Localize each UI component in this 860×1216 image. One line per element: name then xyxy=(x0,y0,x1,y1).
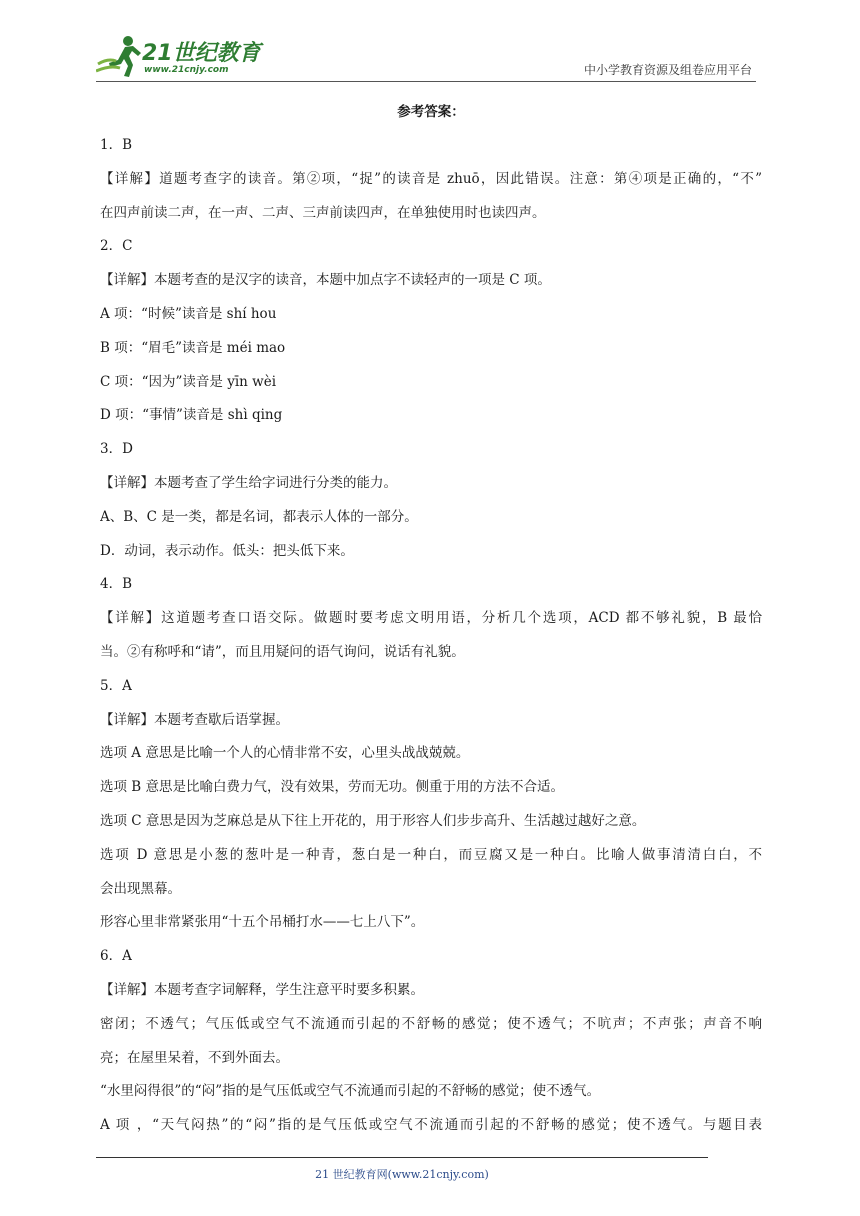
text-line: 选项 B 意思是比喻白费力气，没有效果，劳而无功。侧重于用的方法不合适。 xyxy=(100,779,565,796)
text-line: 选项 C 意思是因为芝麻总是从下往上开花的，用于形容人们步步高升、生活越过越好之意。 xyxy=(100,812,646,829)
text-line: 【详解】本题考查歇后语掌握。 xyxy=(100,711,289,728)
text-line: “水里闷得很”的“闷”指的是气压低或空气不流通而引起的不舒畅的感觉；使不透气。 xyxy=(100,1083,601,1100)
text-line: 【详解】本题考查字词解释，学生注意平时要多积累。 xyxy=(100,981,424,998)
text-line: 3．D xyxy=(100,441,133,458)
text-line: 5．A xyxy=(100,677,132,694)
text-line: 在四声前读二声，在一声、二声、三声前读四声，在单独使用时也读四声。 xyxy=(100,204,546,221)
text-line: 选项 D 意思是小葱的葱叶是一种青，葱白是一种白，而豆腐又是一种白。比喻人做事清清白白，不 xyxy=(100,846,762,863)
text-line: 会出现黑幕。 xyxy=(100,880,181,897)
text-line: 【详解】道题考查字的读音。第②项，“捉”的读音是 zhuō，因此错误。注意：第④项是正确的，“不” xyxy=(100,170,762,187)
text-line: 【详解】本题考查了学生给字词进行分类的能力。 xyxy=(100,474,397,491)
logo-text: 21世纪教育 xyxy=(142,41,261,66)
text-line: A 项 ，“天气闷热”的“闷”指的是气压低或空气不流通而引起的不舒畅的感觉；使不透气。与题目表 xyxy=(100,1117,762,1134)
text-line: 选项 A 意思是比喻一个人的心情非常不安，心里头战战兢兢。 xyxy=(100,745,470,762)
text-line: 形容心里非常紧张用“十五个吊桶打水——七上八下”。 xyxy=(100,914,425,931)
text-line: 亮；在屋里呆着，不到外面去。 xyxy=(100,1049,289,1066)
text-line: B 项：“眉毛”读音是 méi mao xyxy=(100,339,286,356)
text-line: 【详解】这道题考查口语交际。做题时要考虑文明用语，分析几个选项，ACD 都不够礼貌，B 最恰 xyxy=(100,610,762,627)
text-line: 1．B xyxy=(100,137,133,153)
text-line: 2．C xyxy=(100,238,133,255)
platform-name: 中小学教育资源及组卷应用平台 xyxy=(583,63,752,77)
text-line: 密闭；不透气；气压低或空气不流通而引起的不舒畅的感觉；使不透气；不吭声；不声张；声音不响 xyxy=(100,1015,762,1032)
text-line: 当。②有称呼和“请”，而且用疑问的语气询问，说话有礼貌。 xyxy=(100,643,465,660)
text-line: D．动词，表示动作。低头：把头低下来。 xyxy=(100,542,354,559)
text-line: A 项：“时候”读音是 shí hou xyxy=(100,305,277,322)
footer-divider xyxy=(96,1157,708,1158)
text-line: 6．A xyxy=(100,948,132,965)
text-line: A、B、C 是一类，都是名词，都表示人体的一部分。 xyxy=(100,508,418,525)
answer-content xyxy=(100,96,762,1143)
text-line: 4．B xyxy=(100,576,133,593)
header-divider xyxy=(96,81,756,82)
page-header xyxy=(96,34,756,84)
running-figure-icon xyxy=(96,34,144,78)
page-title: 参考答案： xyxy=(397,104,465,120)
logo-url: www.21cnjy.com xyxy=(144,65,229,75)
text-line: C 项：“因为”读音是 yīn wèi xyxy=(100,373,277,390)
footer-text: 21 世纪教育网(www.21cnjy.com) xyxy=(315,1168,489,1181)
text-line: D 项：“事情”读音是 shì qing xyxy=(100,407,283,424)
text-line: 【详解】本题考查的是汉字的读音，本题中加点字不读轻声的一项是 C 项。 xyxy=(100,272,551,289)
site-logo xyxy=(96,34,296,78)
